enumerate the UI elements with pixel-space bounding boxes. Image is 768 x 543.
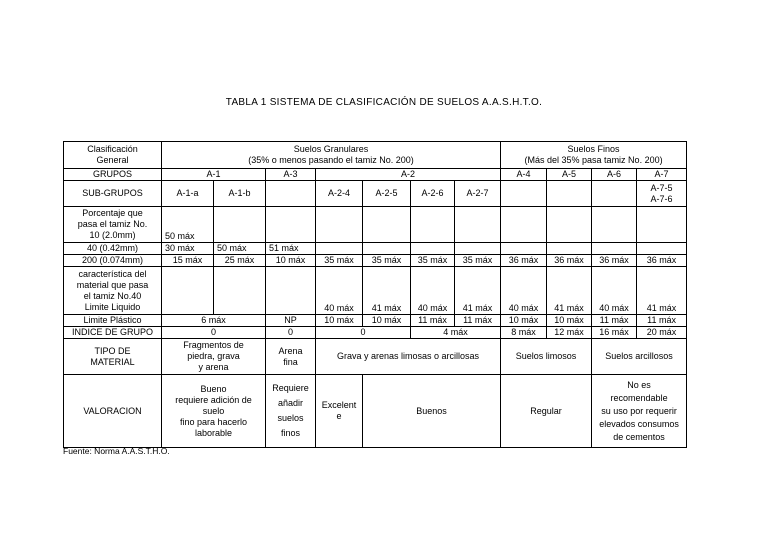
tamiz-200-label: 200 (0.074mm) bbox=[64, 255, 162, 267]
valoracion-regular: Regular bbox=[501, 375, 592, 448]
sub-a27: A-2-7 bbox=[455, 181, 501, 207]
tipo-label: TIPO DE MATERIAL bbox=[64, 339, 162, 375]
tipo-limosos: Suelos limosos bbox=[501, 339, 592, 375]
sub-a3-empty bbox=[266, 181, 316, 207]
sub-a1b: A-1-b bbox=[214, 181, 266, 207]
tamiz-200-row bbox=[64, 255, 687, 267]
ll-value: 41 máx bbox=[637, 267, 687, 315]
p200-value: 35 máx bbox=[411, 255, 455, 267]
table-title: TABLA 1 SISTEMA DE CLASIFICACIÓN DE SUELOS A.A.S.H.T.O. bbox=[225, 97, 543, 108]
p200-value: 35 máx bbox=[363, 255, 411, 267]
lp-value: 10 máx bbox=[547, 315, 592, 327]
lp-value: 10 máx bbox=[363, 315, 411, 327]
valoracion-label: VALORACION bbox=[64, 375, 162, 448]
lp-value: 10 máx bbox=[501, 315, 547, 327]
indice-a1: 0 bbox=[162, 327, 266, 339]
tipo-arcillosos: Suelos arcillosos bbox=[592, 339, 687, 375]
indice-a6: 16 máx bbox=[592, 327, 637, 339]
aashto-classification-table bbox=[63, 141, 687, 448]
ll-value: 41 máx bbox=[547, 267, 592, 315]
valoracion-buenos: Buenos bbox=[363, 375, 501, 448]
indice-a5: 12 máx bbox=[547, 327, 592, 339]
indice-label: INDICE DE GRUPO bbox=[64, 327, 162, 339]
tamiz-10-row bbox=[64, 207, 687, 243]
grupos-row bbox=[64, 169, 687, 181]
indice-a4: 8 máx bbox=[501, 327, 547, 339]
sub-a7: A-7-5 A-7-6 bbox=[637, 181, 687, 207]
limite-plastico-row bbox=[64, 315, 687, 327]
valoracion-excelente: Excelent e bbox=[316, 375, 363, 448]
p200-value: 36 máx bbox=[547, 255, 592, 267]
grupo-a4: A-4 bbox=[501, 169, 547, 181]
indice-a7: 20 máx bbox=[637, 327, 687, 339]
p200-value: 36 máx bbox=[501, 255, 547, 267]
grupo-a5: A-5 bbox=[547, 169, 592, 181]
sub-a25: A-2-5 bbox=[363, 181, 411, 207]
p200-value: 25 máx bbox=[214, 255, 266, 267]
tipo-material-row bbox=[64, 339, 687, 375]
sub-a4-empty bbox=[501, 181, 547, 207]
ll-value: 40 máx bbox=[592, 267, 637, 315]
subgrupos-row bbox=[64, 181, 687, 207]
sub-a24: A-2-4 bbox=[316, 181, 363, 207]
sub-a5-empty bbox=[547, 181, 592, 207]
valoracion-a3: Requiere añadir suelos finos bbox=[266, 375, 316, 448]
p200-value: 15 máx bbox=[162, 255, 214, 267]
lp-value: 11 máx bbox=[411, 315, 455, 327]
subgrupos-label: SUB-GRUPOS bbox=[64, 181, 162, 207]
porcentaje-label: Porcentaje que pasa el tamiz No. 10 (2.0mm) bbox=[64, 207, 162, 243]
lp-value: 11 máx bbox=[637, 315, 687, 327]
indice-a2-left: 0 bbox=[316, 327, 411, 339]
p40-a1b: 50 máx bbox=[214, 243, 266, 255]
lp-a3: NP bbox=[266, 315, 316, 327]
grupo-a7: A-7 bbox=[637, 169, 687, 181]
finos-header: Suelos Finos (Más del 35% pasa tamiz No. 200) bbox=[501, 142, 687, 169]
p200-value: 10 máx bbox=[266, 255, 316, 267]
caracteristica-label: característica del material que pasa el tamiz No.40 Limite Liquido bbox=[64, 267, 162, 315]
valoracion-row bbox=[64, 375, 687, 448]
indice-a2-right: 4 máx bbox=[411, 327, 501, 339]
granulares-header: Suelos Granulares (35% o menos pasando el tamiz No. 200) bbox=[162, 142, 501, 169]
p200-value: 36 máx bbox=[637, 255, 687, 267]
grupo-a6: A-6 bbox=[592, 169, 637, 181]
p200-value: 35 máx bbox=[316, 255, 363, 267]
grupo-a3: A-3 bbox=[266, 169, 316, 181]
p200-value: 35 máx bbox=[455, 255, 501, 267]
p200-value: 36 máx bbox=[592, 255, 637, 267]
lp-a1: 6 máx bbox=[162, 315, 266, 327]
indice-a3: 0 bbox=[266, 327, 316, 339]
tipo-a1: Fragmentos de piedra, grava y arena bbox=[162, 339, 266, 375]
lp-value: 10 máx bbox=[316, 315, 363, 327]
header-row bbox=[64, 142, 687, 169]
p40-a3: 51 máx bbox=[266, 243, 316, 255]
limite-liquido-row bbox=[64, 267, 687, 315]
tipo-a2: Grava y arenas limosas o arcillosas bbox=[316, 339, 501, 375]
clasificacion-header: Clasificación General bbox=[64, 142, 162, 169]
lp-label: Limite Plástico bbox=[64, 315, 162, 327]
valoracion-a1: Bueno requiere adición de suelo fino para hacerlo laborable bbox=[162, 375, 266, 448]
ll-value: 40 máx bbox=[501, 267, 547, 315]
indice-grupo-row bbox=[64, 327, 687, 339]
grupo-a2: A-2 bbox=[316, 169, 501, 181]
p10-a1a: 50 máx bbox=[162, 207, 214, 243]
lp-value: 11 máx bbox=[592, 315, 637, 327]
lp-value: 11 máx bbox=[455, 315, 501, 327]
sub-a26: A-2-6 bbox=[411, 181, 455, 207]
tamiz-40-label: 40 (0.42mm) bbox=[64, 243, 162, 255]
sub-a6-empty bbox=[592, 181, 637, 207]
ll-value: 41 máx bbox=[363, 267, 411, 315]
p40-a1a: 30 máx bbox=[162, 243, 214, 255]
grupo-a1: A-1 bbox=[162, 169, 266, 181]
ll-value: 41 máx bbox=[455, 267, 501, 315]
source-note: Fuente: Norma A.A.S.T.H.O. bbox=[63, 446, 170, 456]
tamiz-40-row bbox=[64, 243, 687, 255]
ll-value: 40 máx bbox=[411, 267, 455, 315]
valoracion-no-recomendable: No es recomendable su uso por requerir elevados consumos de cementos bbox=[592, 375, 687, 448]
ll-value: 40 máx bbox=[316, 267, 363, 315]
sub-a1a: A-1-a bbox=[162, 181, 214, 207]
grupos-label: GRUPOS bbox=[64, 169, 162, 181]
tipo-a3: Arena fina bbox=[266, 339, 316, 375]
